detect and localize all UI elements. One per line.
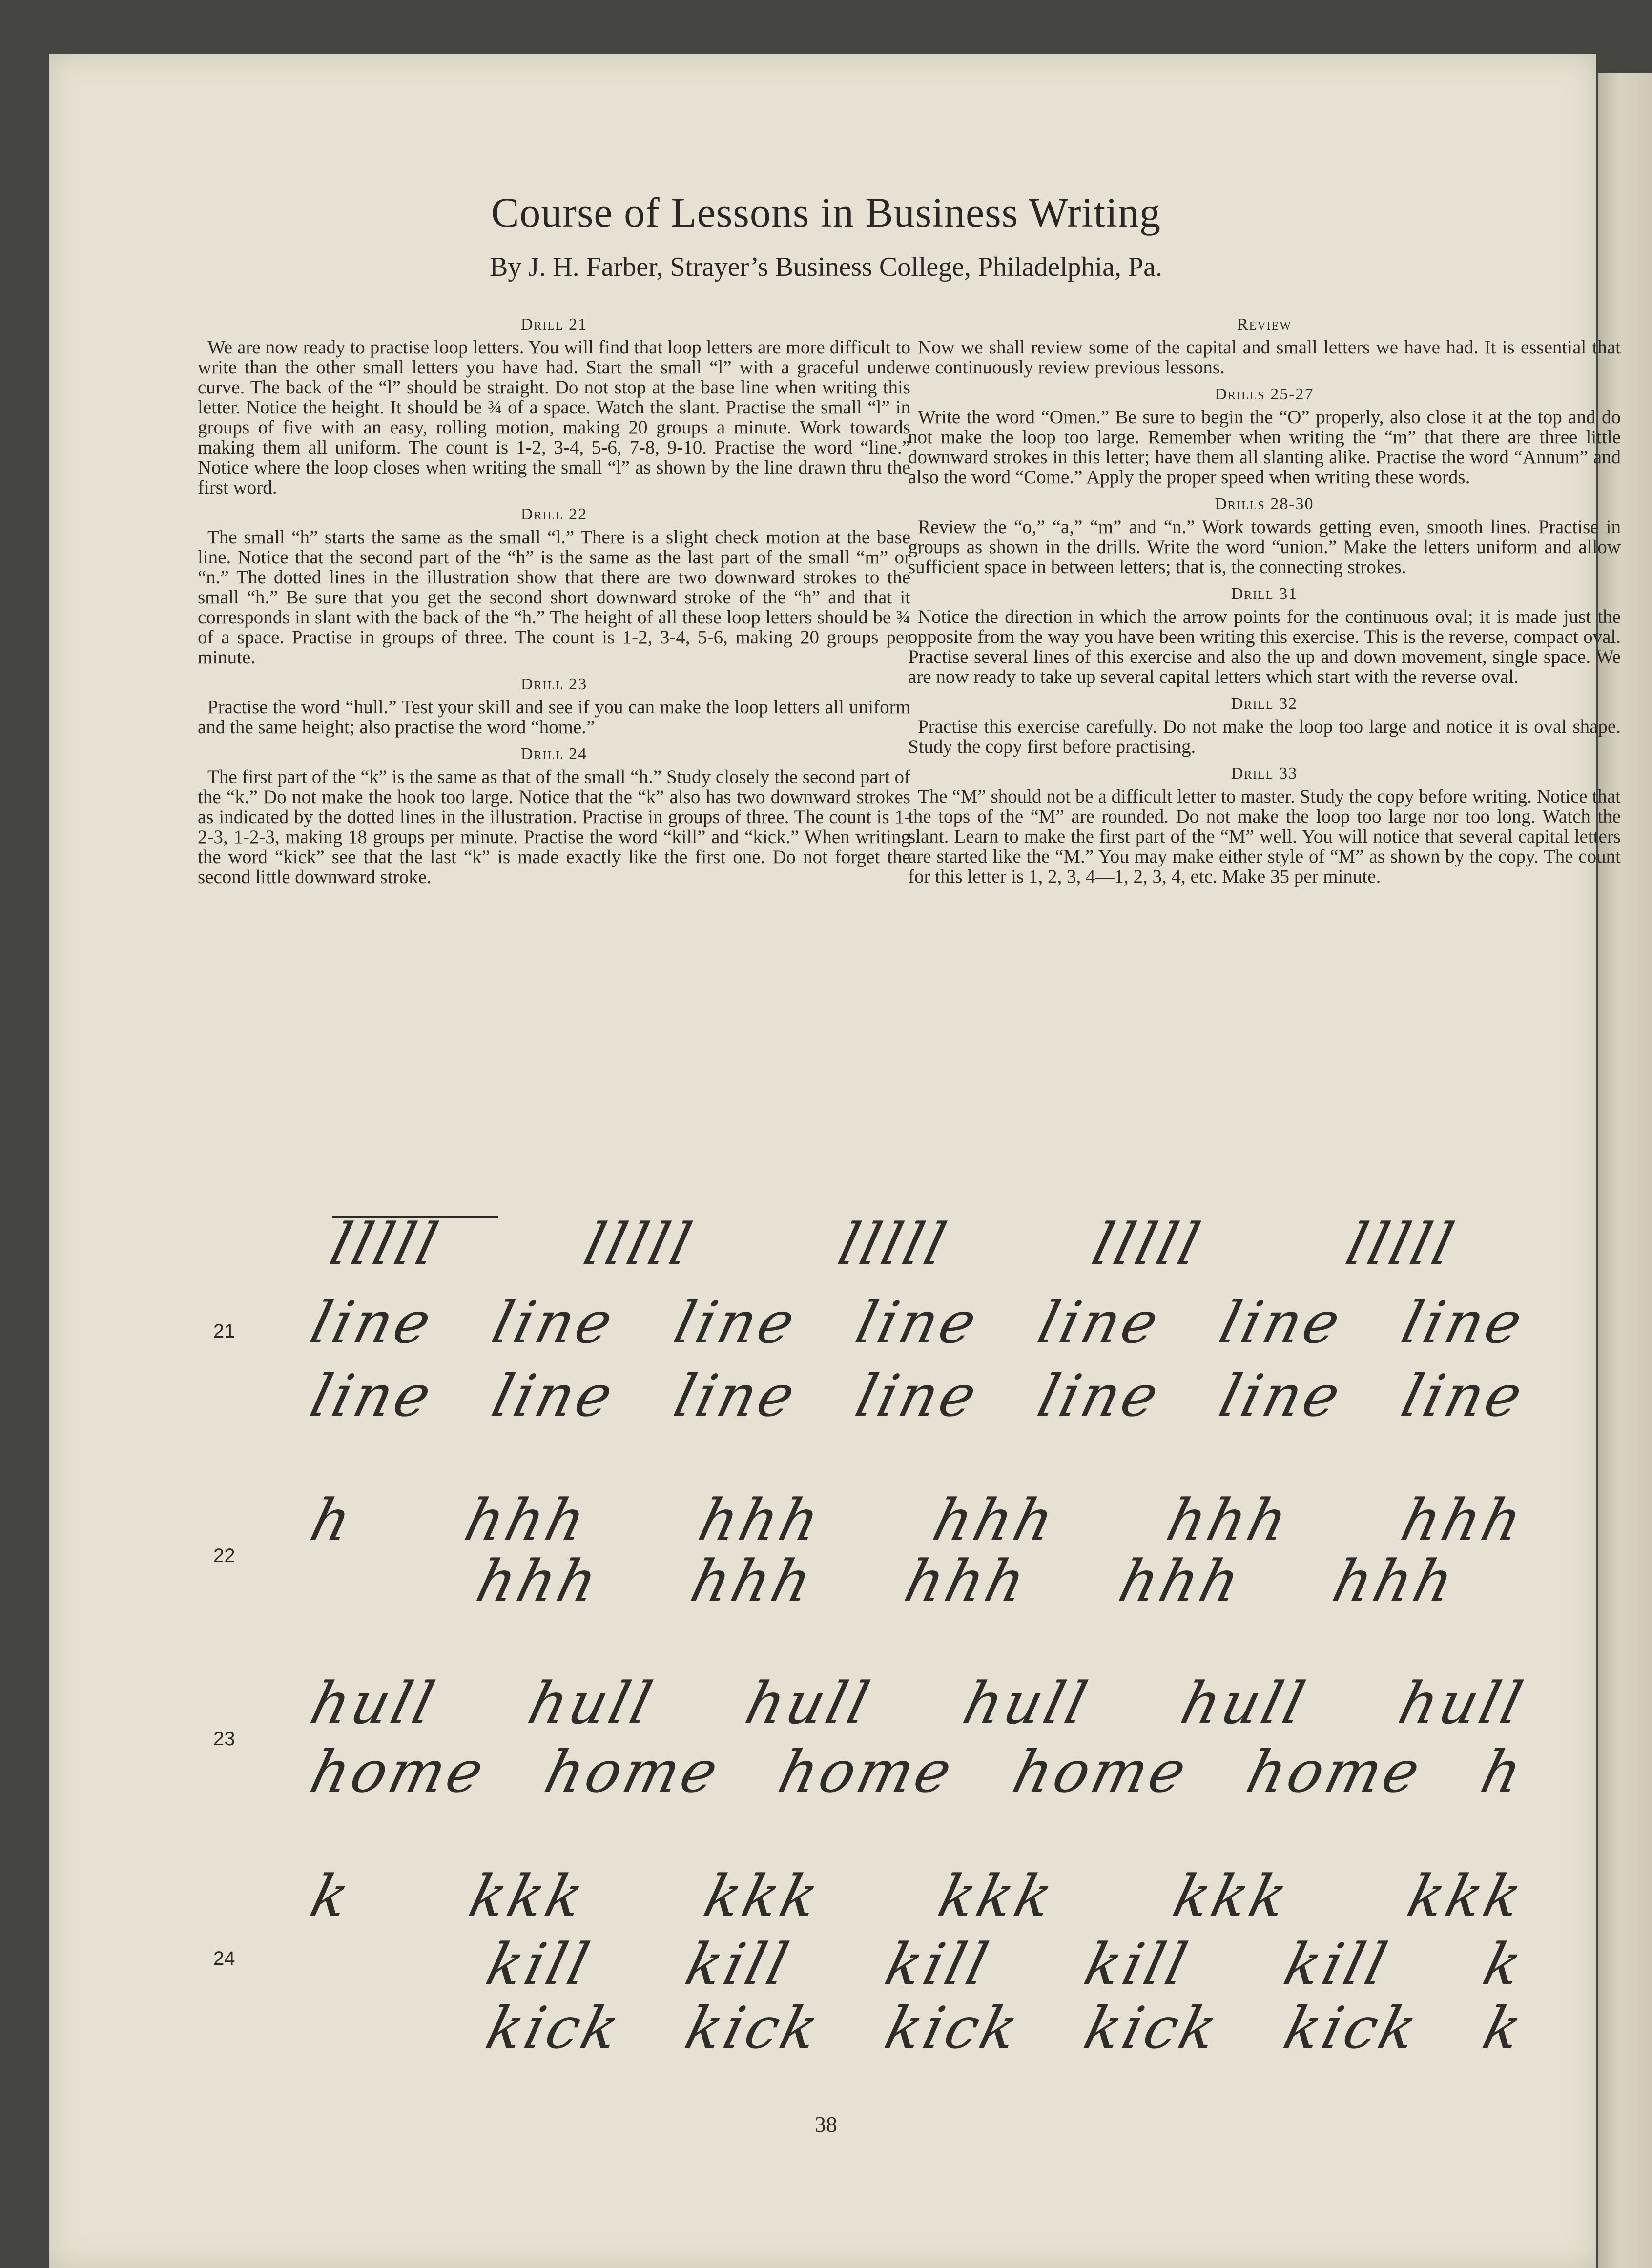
script-word: lllll xyxy=(1085,1211,1209,1278)
script-word: kick xyxy=(878,1994,1028,2062)
script-word: hull xyxy=(956,1670,1096,1737)
drill-heading: Drills 25-27 xyxy=(1215,385,1314,403)
drill-heading: Drill 24 xyxy=(520,745,588,763)
script-word: line xyxy=(849,1289,986,1356)
script-row xyxy=(304,1670,1532,1737)
script-row xyxy=(479,1931,1532,1998)
script-word: h xyxy=(304,1486,361,1554)
script-word: lllll xyxy=(578,1211,702,1278)
drill-text: The first part of the “k” is the same as that of the small “h.” Study closely the second part of the “k.” Do not make the hook too large. Notice that the “k” also has two downward strokes as indicated by the dotted lines in the illustration. Practise in groups of three. The count is 1-2-3, 1-2-3, making 18 groups per minute. Practise the word “kill” and “kick.” When writing the word “kick” see that the last “k” is made exactly like the first one. Do not forget the second little downward stroke. xyxy=(198,766,910,887)
script-word: kill xyxy=(878,1931,997,1998)
script-word: line xyxy=(304,1362,441,1429)
drill-text: Notice the direction in which the arrow points for the continuous oval; it is made just the opposite from the way you have been writing this exercise. This is the reverse, compact oval. Practise several lines of this exercise and also the up and down movement, single space. We are now ready to take up several capital letters which start with the reverse oval. xyxy=(908,606,1621,687)
script-row xyxy=(470,1547,1464,1615)
script-word: lllll xyxy=(831,1211,955,1278)
script-word: home xyxy=(1006,1738,1196,1805)
script-word: hull xyxy=(304,1670,444,1737)
drill-text: The small “h” starts the same as the small “l.” There is a slight check motion at the base line. Notice that the second part of the “h” is the same as the last part of the small “m” or “n.” The dotted lines in the illustration show that there are two downward strokes to the small “h.” Be sure that you get the second short downward stroke of the “h” and that it corresponds in slant with the back of the “h.” The height of all these loop letters should be ¾ of a space. Practise in groups of three. The count is 1-2, 3-4, 5-6, making 20 groups per minute. xyxy=(198,527,910,668)
script-word: kkk xyxy=(697,1862,828,1930)
script-word: kill xyxy=(479,1931,599,1998)
script-word: k xyxy=(1477,1994,1532,2062)
drill-heading: Drill 21 xyxy=(520,315,588,333)
script-word: home xyxy=(304,1738,493,1805)
drill-heading: Drills 28-30 xyxy=(1215,495,1314,513)
script-word: line xyxy=(1031,1289,1168,1356)
script-word: line xyxy=(1031,1362,1168,1429)
script-word: kkk xyxy=(1401,1862,1532,1930)
article-title: Course of Lessons in Business Writing xyxy=(491,189,1161,236)
script-word: kill xyxy=(679,1931,798,1998)
drill-heading: Review xyxy=(1237,315,1292,333)
script-word: hhh xyxy=(684,1547,821,1615)
script-word: hull xyxy=(1174,1670,1314,1737)
script-word: line xyxy=(486,1289,622,1356)
script-word: lllll xyxy=(1340,1211,1464,1278)
script-word: hhh xyxy=(1160,1486,1298,1554)
script-row xyxy=(304,1362,1532,1429)
script-word: kick xyxy=(1277,1994,1426,2062)
script-word: line xyxy=(1395,1289,1532,1356)
script-row xyxy=(304,1862,1532,1930)
script-word: line xyxy=(1213,1289,1350,1356)
script-word: hhh xyxy=(1112,1547,1249,1615)
page-number: 38 xyxy=(815,2112,837,2137)
script-word: hhh xyxy=(1394,1486,1532,1554)
drill-text: Now we shall review some of the capital and small letters we have had. It is essential that we continuously review previous lessons. xyxy=(908,337,1621,378)
script-word: line xyxy=(667,1362,805,1429)
script-row xyxy=(479,1994,1532,2062)
drill-heading: Drill 33 xyxy=(1231,764,1298,783)
drill-text: Practise the word “hull.” Test your skill and see if you can make the loop letters all uniform and the same height; also practise the word “home.” xyxy=(198,697,910,738)
article-byline: By J. H. Farber, Strayer’s Business College, Philadelphia, Pa. xyxy=(490,252,1162,282)
script-word: home xyxy=(538,1738,727,1805)
script-row xyxy=(304,1738,1532,1805)
drill-heading: Drill 32 xyxy=(1231,695,1298,713)
script-word: lllll xyxy=(323,1211,447,1278)
drill-text: The “M” should not be a difficult letter to master. Study the copy before writing. Notice that the tops of the “M” are rounded. Do not make the loop too large nor too long. Watch the slant. Learn to make the first part of the “M” well. You will notice that several capital letters are started like the “M.” You may make either style of “M” as shown by the copy. The count for this letter is 1, 2, 3, 4—1, 2, 3, 4, etc. Make 35 per minute. xyxy=(908,786,1621,887)
script-word: kill xyxy=(1078,1931,1197,1998)
script-word: kkk xyxy=(463,1862,594,1930)
plate-number: 24 xyxy=(213,1948,235,1969)
script-word: kkk xyxy=(932,1862,1063,1930)
drill-text: We are now ready to practise loop letters. You will find that loop letters are more difficult to write than the other small letters you have had. Start the small “l” with a graceful under curve. The back of the “l” should be straight. Do not stop at the base line when writing this letter. Notice the height. It should be ¾ of a space. Watch the slant. Practise the small “l” in groups of five with an easy, rolling motion, making 20 groups a minute. Work towards making them all uniform. The count is 1-2, 3-4, 5-6, 7-8, 9-10. Practise the word “line.” Notice where the loop closes when writing the small “l” as shown by the line drawn thru the first word. xyxy=(198,337,910,498)
script-word: hull xyxy=(521,1670,661,1737)
script-word: k xyxy=(304,1862,359,1930)
script-word: kick xyxy=(679,1994,828,2062)
right-column xyxy=(908,308,1621,887)
script-word: k xyxy=(1477,1931,1532,1998)
drill-text: Write the word “Omen.” Be sure to begin the “O” properly, also close it at the top and do not make the loop too large. Remember when writing the “m” that there are three little downward strokes in this letter; have them all slanting alike. Practise the word “Annum” and also the word “Come.” Apply the proper speed when writing these words. xyxy=(908,407,1621,488)
script-word: hhh xyxy=(898,1547,1035,1615)
script-row xyxy=(304,1486,1532,1554)
script-word: home xyxy=(772,1738,962,1805)
plate-number: 22 xyxy=(213,1545,235,1567)
script-word: h xyxy=(1474,1738,1532,1805)
script-word: line xyxy=(1213,1362,1350,1429)
script-word: line xyxy=(1395,1362,1532,1429)
drill-heading: Drill 22 xyxy=(520,505,588,523)
script-word: line xyxy=(486,1362,622,1429)
script-word: hhh xyxy=(1326,1547,1464,1615)
script-word: hhh xyxy=(692,1486,829,1554)
script-row xyxy=(323,1211,1464,1278)
left-column xyxy=(198,308,910,887)
script-row xyxy=(304,1289,1532,1356)
script-word: hull xyxy=(739,1670,879,1737)
script-word: line xyxy=(849,1362,986,1429)
drill-heading: Drill 23 xyxy=(520,675,588,693)
script-word: hhh xyxy=(470,1547,607,1615)
script-word: kick xyxy=(1078,1994,1227,2062)
script-word: hhh xyxy=(458,1486,595,1554)
script-word: kkk xyxy=(1166,1862,1297,1930)
script-word: home xyxy=(1240,1738,1430,1805)
script-word: line xyxy=(304,1289,441,1356)
script-word: kick xyxy=(479,1994,629,2062)
drill-heading: Drill 31 xyxy=(1231,585,1298,603)
script-word: hull xyxy=(1392,1670,1532,1737)
plate-number: 23 xyxy=(213,1728,235,1750)
plate-number: 21 xyxy=(213,1320,235,1342)
script-word: kill xyxy=(1277,1931,1396,1998)
drill-text: Review the “o,” “a,” “m” and “n.” Work towards getting even, smooth lines. Practise in groups as shown in the drills. Write the word “union.” Make the letters uniform and allow sufficient space in between letters; that is, the connecting strokes. xyxy=(908,516,1621,577)
drill-text: Practise this exercise carefully. Do not make the loop too large and notice it is oval shape. Study the copy first before practising. xyxy=(908,716,1621,757)
script-word: hhh xyxy=(926,1486,1063,1554)
script-word: line xyxy=(667,1289,805,1356)
